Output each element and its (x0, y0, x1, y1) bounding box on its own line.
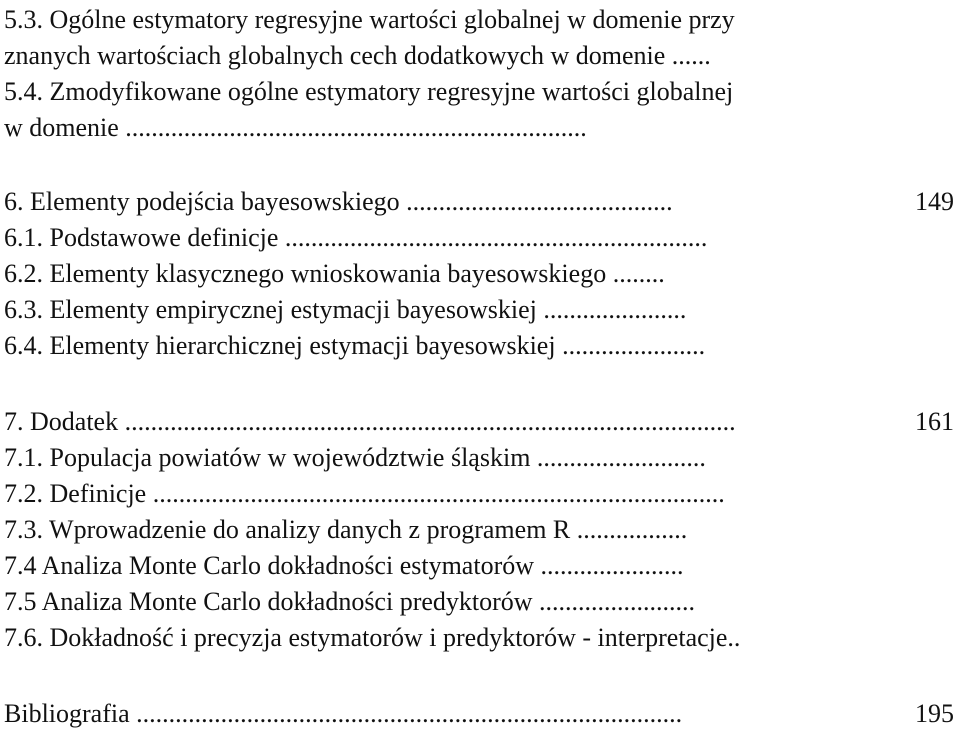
toc-entry-title: 6.1. Podstawowe definicje ................................................................. (4, 223, 708, 252)
toc-entry-5-3-cont (4, 38, 954, 74)
toc-entry-6-3 (4, 292, 954, 328)
toc-entry-title: 6.4. Elementy hierarchicznej estymacji bayesowskiej ...................... (4, 331, 706, 360)
toc-entry-title: 7.6. Dokładność i precyzja estymatorów i predyktorów - interpretacje.. (4, 623, 741, 652)
toc-entry-title: 5.3. Ogólne estymatory regresyjne wartości globalnej w domenie przy (4, 5, 735, 34)
toc-entry-bibliography (4, 696, 954, 732)
toc-entry-7-3 (4, 512, 954, 548)
toc-entry-title: znanych wartościach globalnych cech dodatkowych w domenie ...... (4, 41, 711, 70)
toc-entry-title: 7.2. Definicje ........................................................................................ (4, 479, 725, 508)
toc-entry-7-2 (4, 476, 954, 512)
toc-entry-title: w domenie ....................................................................... (4, 113, 587, 142)
toc-page-number: 195 (911, 696, 954, 732)
toc-entry-6-2 (4, 256, 954, 292)
toc-entry-title: 7. Dodatek .............................................................................................. (4, 407, 736, 436)
toc-entry-title: 7.1. Populacja powiatów w województwie śląskim .......................... (4, 443, 706, 472)
toc-entry-5-4-cont (4, 110, 954, 146)
toc-entry-title: Bibliografia .................................................................................... (4, 699, 683, 728)
toc-page-number: 161 (911, 404, 954, 440)
toc-entry-5-4 (4, 74, 954, 110)
toc-entry-7-1 (4, 440, 954, 476)
toc-entry-7-6 (4, 620, 954, 656)
toc-entry-7-4 (4, 548, 954, 584)
toc-entry-title: 5.4. Zmodyfikowane ogólne estymatory regresyjne wartości globalnej (4, 77, 734, 106)
toc-entry-6 (4, 184, 954, 220)
toc-entry-5-3 (4, 2, 954, 38)
toc-entry-title: 7.5 Analiza Monte Carlo dokładności predyktorów ........................ (4, 587, 696, 616)
toc-entry-7-5 (4, 584, 954, 620)
toc-entry-7 (4, 404, 954, 440)
toc-entry-title: 7.4 Analiza Monte Carlo dokładności estymatorów ...................... (4, 551, 684, 580)
toc-entry-title: 6.2. Elementy klasycznego wnioskowania bayesowskiego ........ (4, 259, 665, 288)
toc-page-number: 149 (911, 184, 954, 220)
toc-entry-title: 6.3. Elementy empirycznej estymacji bayesowskiej ...................... (4, 295, 687, 324)
toc-entry-6-4 (4, 328, 954, 364)
toc-entry-title: 7.3. Wprowadzenie do analizy danych z programem R ................. (4, 515, 688, 544)
toc-entry-title: 6. Elementy podejścia bayesowskiego ......................................... (4, 187, 673, 216)
toc-entry-6-1 (4, 220, 954, 256)
